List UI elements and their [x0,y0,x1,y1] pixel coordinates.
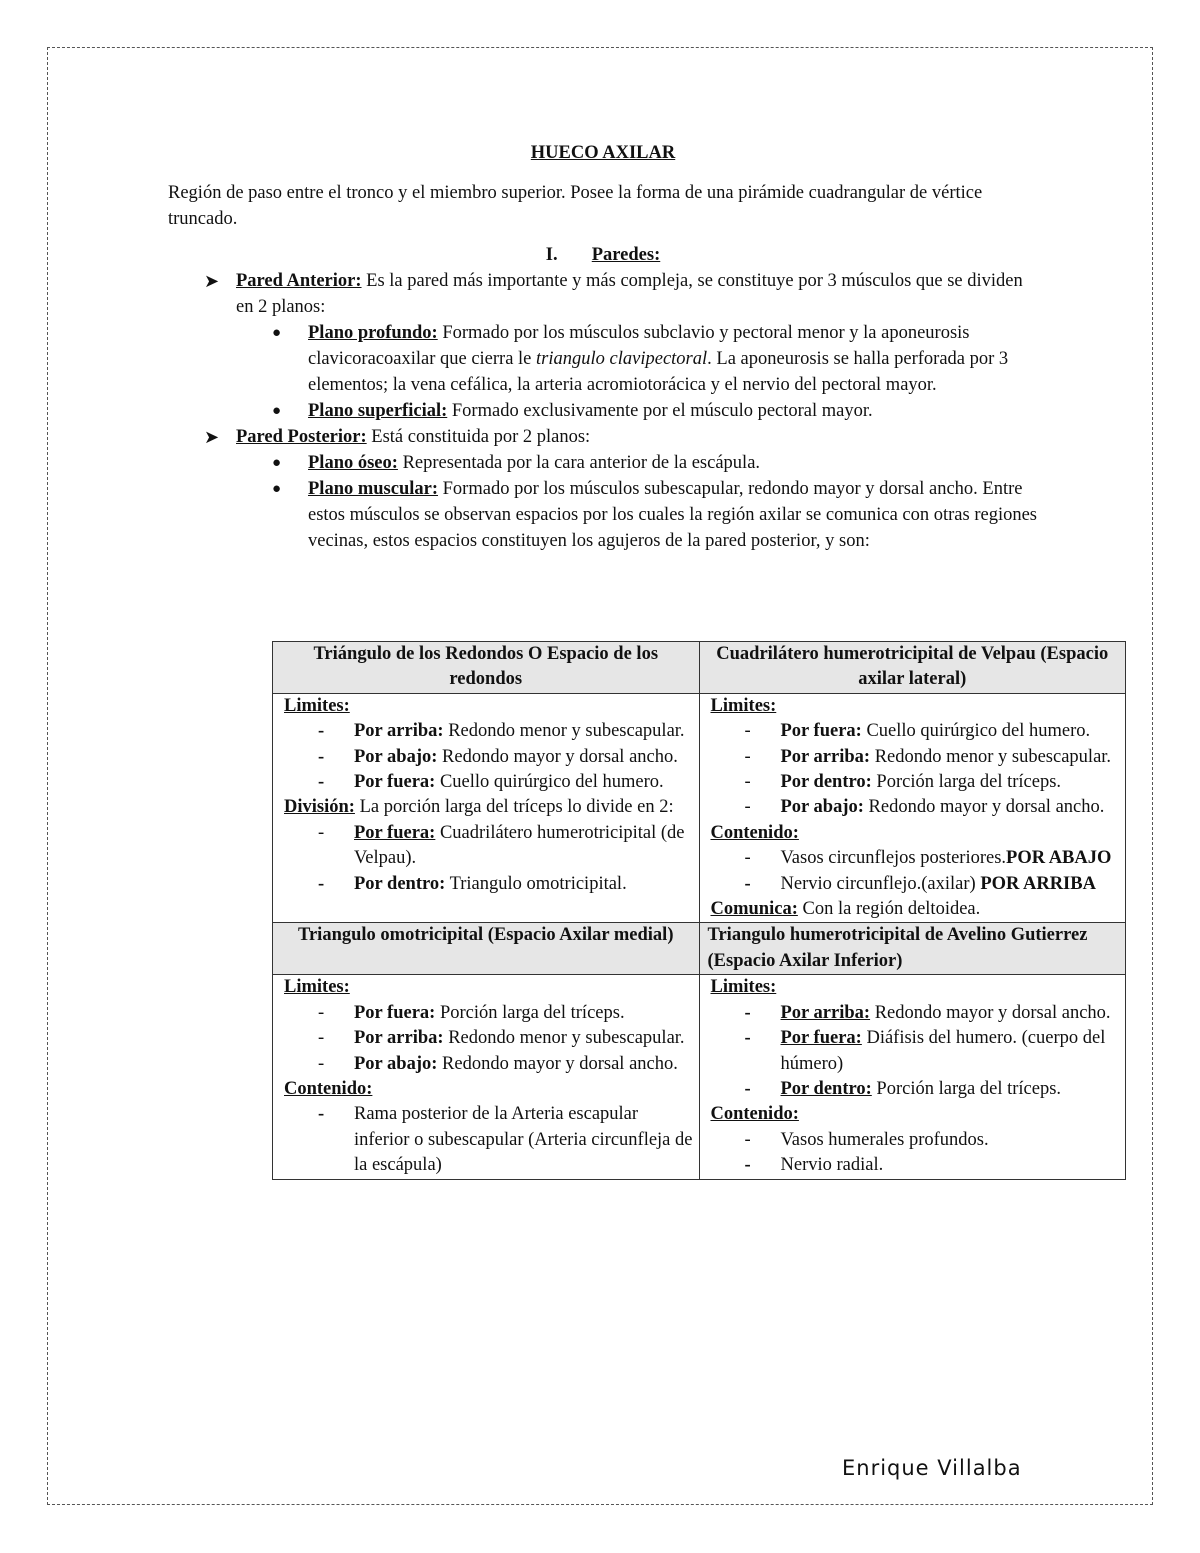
plane-muscular-text: Formado por los músculos subescapular, redondo mayor y dorsal ancho. Entre estos músculos se observan espacios por los cuales la región axilar se comunica con otras regiones vecinas, estos espacios constituyen los agujeros de la pared posterior, y son: [308,479,1037,551]
dash-bullet-icon: - [318,1028,325,1049]
item-text: Redondo mayor y dorsal ancho. [437,746,678,767]
item-text: Redondo mayor y dorsal ancho. [437,1053,678,1074]
limites-label: Limites: [284,977,350,998]
plane-muscular-label: Plano muscular: [308,479,439,499]
arrow-bullet-icon: ➤ [204,427,220,447]
dash-bullet-icon: - [744,1155,751,1176]
round-bullet-icon: ● [272,403,282,419]
arrow-bullet-icon: ➤ [204,271,220,291]
author-signature: Enrique Villalba [842,1456,1022,1480]
plane-superficial-label: Plano superficial: [308,401,448,421]
header-triangulo-omotricipital: Triangulo omotricipital (Espacio Axilar medial) [273,923,700,975]
item-text: Rama posterior de la Arteria escapular inferior o subescapular (Arteria circunfleja de la escápula) [354,1104,693,1176]
intro-paragraph: Región de paso entre el tronco y el miembro superior. Posee la forma de una pirámide cuadrangular de vértice truncado. [168,183,983,229]
list-item [711,1001,1120,1026]
plane-superficial-text: Formado exclusivamente por el músculo pectoral mayor. [447,401,873,421]
item-text: Nervio circunflejo.(axilar) [780,873,981,894]
document-page [168,140,1112,1176]
list-item [284,1052,693,1077]
list-item [711,1153,1120,1178]
list-item [284,719,693,744]
item-label: Por fuera: [354,1002,436,1023]
dash-bullet-icon: - [744,797,751,818]
item-emphasis: POR ABAJO [1006,848,1112,869]
table-row [273,693,1126,923]
list-item [711,872,1120,897]
plane-profundo [168,320,1038,398]
list-item [711,1128,1120,1153]
item-label: Por dentro: [780,1078,872,1099]
list-item [711,1026,1120,1077]
division-text: La porción larga del tríceps lo divide en 2: [354,797,674,818]
cell-cuadrilatero-velpau [699,693,1126,923]
item-label: Por abajo: [780,797,864,818]
limites-label: Limites: [284,695,350,716]
dash-bullet-icon: - [744,1078,751,1099]
plane-profundo-italic: triangulo clavipectoral [536,349,708,369]
list-item [284,1026,693,1051]
plane-superficial [168,398,1038,424]
section-number: I. [545,245,558,265]
dash-bullet-icon: - [744,1129,751,1150]
list-item [711,770,1120,795]
item-text: Cuello quirúrgico del humero. [861,721,1091,742]
item-text: Cuello quirúrgico del humero. [435,772,664,793]
list-item [284,821,693,872]
dash-bullet-icon: - [318,873,325,894]
spaces-table [272,641,1126,1180]
item-text: Redondo mayor y dorsal ancho. [870,1002,1111,1023]
wall-posterior [168,424,1038,450]
list-item [284,1102,693,1178]
header-cuadrilatero-velpau: Cuadrilátero humerotricipital de Velpau (Espacio axilar lateral) [699,642,1126,694]
list-item [284,1001,693,1026]
cell-triangulo-redondos [273,693,700,923]
limites-label: Limites: [710,977,777,998]
dash-bullet-icon: - [318,1053,325,1074]
item-text: Vasos circunflejos posteriores. [780,848,1007,869]
plane-oseo-text: Representada por la cara anterior de la escápula. [397,453,761,473]
limites-label: Limites: [710,695,777,716]
item-text: Porción larga del tríceps. [871,1078,1062,1099]
item-emphasis: POR ARRIBA [980,873,1096,894]
round-bullet-icon: ● [272,481,282,497]
item-label: Por arriba: [354,1028,444,1049]
dash-bullet-icon: - [744,772,751,793]
item-label: Por dentro: [354,873,446,894]
table-header-row [273,642,1126,694]
item-label: Por abajo: [354,1053,438,1074]
header-triangulo-avelino-gutierrez: Triangulo humerotricipital de Avelino Gutierrez (Espacio Axilar Inferior) [699,923,1126,975]
header-triangulo-redondos: Triángulo de los Redondos O Espacio de los redondos [273,642,700,694]
section-label: Paredes: [591,245,661,265]
item-text: Redondo menor y subescapular. [870,746,1112,767]
dash-bullet-icon: - [744,873,751,894]
item-label: Por arriba: [354,721,444,742]
contenido-label: Contenido: [710,1104,799,1125]
comunica-paragraph [711,897,1120,922]
plane-oseo-label: Plano óseo: [308,453,398,473]
contenido-label: Contenido: [284,1078,373,1099]
contenido-label: Contenido: [710,822,799,843]
dash-bullet-icon: - [318,721,325,742]
item-text: Triangulo omotricipital. [445,873,627,894]
item-text: Vasos humerales profundos. [780,1129,989,1150]
cell-triangulo-avelino-gutierrez [699,975,1126,1179]
wall-anterior-label: Pared Anterior: [236,271,362,291]
item-text: Redondo menor y subescapular. [443,1028,685,1049]
dash-bullet-icon: - [318,746,325,767]
item-label: Por dentro: [780,772,872,793]
item-text: Redondo menor y subescapular. [443,721,685,742]
wall-posterior-label: Pared Posterior: [236,427,367,447]
list-item [284,745,693,770]
item-text: Nervio radial. [780,1155,884,1176]
dash-bullet-icon: - [744,746,751,767]
table-row [273,975,1126,1179]
item-text: Redondo mayor y dorsal ancho. [863,797,1105,818]
list-item [711,719,1120,744]
list-item [284,872,693,897]
item-label: Por fuera: [354,822,436,843]
table-header-row [273,923,1126,975]
dash-bullet-icon: - [744,848,751,869]
item-label: Por arriba: [780,746,871,767]
section-heading [168,242,1038,268]
plane-profundo-label: Plano profundo: [308,323,438,343]
comunica-label: Comunica: [710,899,798,920]
item-text: Cuadrilátero humerotricipital (de Velpau). [354,822,685,869]
item-text: Porción larga del tríceps. [871,772,1062,793]
list-item [711,846,1120,871]
item-label: Por arriba: [780,1002,871,1023]
item-label: Por fuera: [780,721,862,742]
plane-profundo-text: Formado por los músculos subclavio y pectoral menor y la aponeurosis clavicoracoaxilar que cierra le [308,323,970,369]
item-text: Porción larga del tríceps. [435,1002,625,1023]
dash-bullet-icon: - [744,721,751,742]
dash-bullet-icon: - [318,822,325,843]
plane-oseo [168,450,1038,476]
list-item [711,745,1120,770]
division-paragraph [284,795,693,820]
wall-anterior [168,268,1038,320]
list-item [284,770,693,795]
item-label: Por abajo: [354,746,438,767]
item-label: Por fuera: [354,772,436,793]
plane-muscular [168,476,1038,554]
round-bullet-icon: ● [272,455,282,471]
dash-bullet-icon: - [744,1002,751,1023]
dash-bullet-icon: - [318,772,325,793]
list-item [711,795,1120,820]
wall-anterior-text: Es la pared más importante y más compleja, se constituye por 3 músculos que se dividen en 2 planos: [236,271,1023,317]
round-bullet-icon: ● [272,325,282,341]
division-label: División: [284,797,355,818]
document-title: HUECO AXILAR [530,143,676,163]
comunica-text: Con la región deltoidea. [797,899,981,920]
dash-bullet-icon: - [318,1002,325,1023]
cell-triangulo-omotricipital [273,975,700,1179]
list-item [711,1077,1120,1102]
item-text: Diáfisis del humero. (cuerpo del húmero) [780,1028,1106,1074]
dash-bullet-icon: - [318,1104,325,1125]
plane-profundo-text-2: . La aponeurosis se halla perforada por 3 elementos; la vena cefálica, la arteria acromiotorácica y el nervio del pectoral mayor. [308,349,1009,395]
dash-bullet-icon: - [744,1028,751,1049]
item-label: Por fuera: [780,1028,862,1049]
wall-posterior-text: Está constituida por 2 planos: [366,427,591,447]
